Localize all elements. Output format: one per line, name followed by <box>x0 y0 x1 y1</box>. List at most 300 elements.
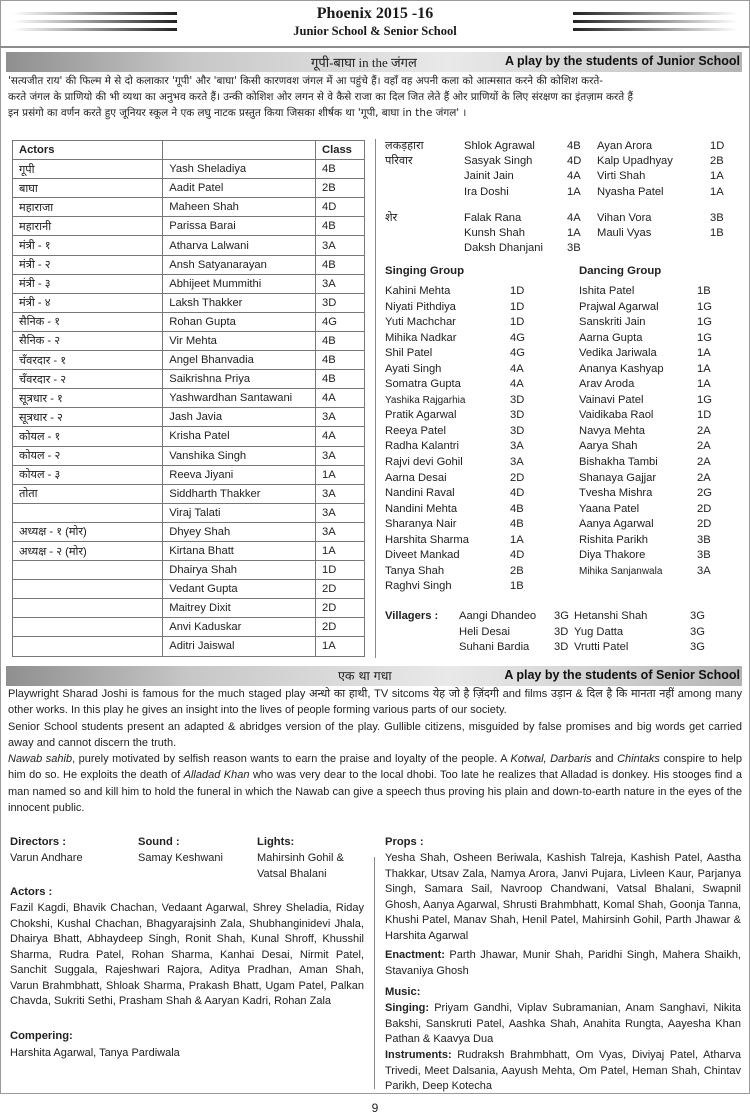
role-cell <box>13 599 163 618</box>
student-name: Aarya Shah <box>579 440 638 453</box>
role-cell: मंत्री - ३ <box>13 274 163 293</box>
name-cell: Viraj Talati <box>163 503 316 522</box>
list-item <box>385 377 540 393</box>
list-item <box>464 154 740 169</box>
role-cell: महारानी <box>13 217 163 236</box>
student-class: 3B <box>697 533 711 546</box>
student-name: Kunsh Shah <box>464 227 525 240</box>
singing-credits: Singing: Priyam Gandhi, Viplav Subramanian, Anam Sanghavi, Nikita Bakshi, Sanskruti Patel, Aashka Shah, Anahita Rungta, Aayesha Khan Pathan & Kaavya Dua <box>385 1002 741 1046</box>
props-label: Props : <box>385 836 424 848</box>
student-class: 1A <box>567 185 581 198</box>
student-name: Tanya Shah <box>385 564 445 577</box>
student-name: Radha Kalantri <box>385 440 460 453</box>
student-name: Nyasha Patel <box>597 185 664 198</box>
student-name: Ira Doshi <box>464 185 509 198</box>
table-row <box>13 503 365 522</box>
name-cell: Ansh Satyanarayan <box>163 255 316 274</box>
list-item <box>385 579 540 595</box>
class-cell: 3D <box>316 293 365 312</box>
table-row <box>13 541 365 560</box>
student-class: 1G <box>697 300 712 313</box>
student-name: Mihika Sanjanwala <box>579 565 663 577</box>
list-item <box>579 315 727 331</box>
class-cell: 2B <box>316 179 365 198</box>
student-name: Ishita Patel <box>579 285 635 297</box>
enactment-block: Enactment: Parth Jhawar, Munir Shah, Paridhi Singh, Mahera Shaikh, Stavaniya Ghosh <box>385 949 741 977</box>
name-cell: Jash Javia <box>163 408 316 427</box>
list-item <box>385 346 540 362</box>
table-row <box>13 427 365 446</box>
student-name: Arav Aroda <box>579 378 635 391</box>
role-label: लकड़हारा परिवार <box>385 140 424 168</box>
student-class: 1D <box>697 409 712 422</box>
student-name: Vihan Vora <box>597 212 652 224</box>
list-item <box>579 346 727 362</box>
column-header-actors: Actors <box>13 141 163 160</box>
student-class: 1A <box>697 347 711 360</box>
table-row <box>13 465 365 484</box>
list-item <box>464 169 740 184</box>
role-cell <box>13 637 163 656</box>
student-name: Virti Shah <box>597 170 646 183</box>
role-cell: सूत्रधार - २ <box>13 408 163 427</box>
class-cell: 1A <box>316 637 365 656</box>
student-class: 4D <box>567 155 582 168</box>
lion-group <box>385 211 745 259</box>
list-item <box>579 408 727 424</box>
name-cell: Dhyey Shah <box>163 522 316 541</box>
student-name <box>597 241 710 256</box>
student-class: 1B <box>510 580 524 593</box>
name-cell: Reeva Jiyani <box>163 465 316 484</box>
student-class: 1D <box>510 316 525 329</box>
class-cell: 3A <box>316 522 365 541</box>
name-cell: Vir Mehta <box>163 331 316 350</box>
list-item <box>579 533 727 549</box>
name-cell: Maitrey Dixit <box>163 599 316 618</box>
list-item <box>385 517 540 533</box>
class-cell: 4B <box>316 160 365 179</box>
table-row <box>13 370 365 389</box>
student-name: Aanya Agarwal <box>579 518 654 531</box>
student-class: 1D <box>510 300 525 313</box>
table-row <box>13 198 365 217</box>
student-class: 3B <box>567 242 581 255</box>
student-name: Shanaya Gajjar <box>579 471 657 484</box>
student-class: 3G <box>690 625 705 638</box>
dancing-group-list <box>579 284 727 579</box>
page-number: 9 <box>371 1101 379 1115</box>
student-class: 4A <box>510 378 524 391</box>
student-class: 3G <box>554 610 569 622</box>
student-class: 2D <box>697 518 712 531</box>
singing-label: Singing: <box>385 1002 429 1014</box>
class-cell: 4A <box>316 427 365 446</box>
senior-description <box>8 686 742 816</box>
student-name: Vrutti Patel <box>574 641 629 654</box>
list-item <box>464 185 740 200</box>
student-class: 3D <box>554 625 569 638</box>
senior-play-title: एक था गधा <box>338 668 392 683</box>
table-row <box>13 312 365 331</box>
list-item <box>579 471 727 487</box>
student-name: Kalp Upadhyay <box>597 155 673 168</box>
list-item <box>579 300 727 316</box>
student-name: Reeya Patel <box>385 424 446 437</box>
student-class: 3D <box>554 641 569 654</box>
name-cell: Kirtana Bhatt <box>163 541 316 560</box>
student-name: Shlok Agrawal <box>464 140 535 152</box>
lights-value: Mahirsinh Gohil & Vatsal Bhalani <box>257 852 344 880</box>
role-cell: चँवरदार - २ <box>13 370 163 389</box>
singing-group-list <box>385 284 540 595</box>
student-class: 1B <box>710 227 724 240</box>
student-class: 2A <box>697 471 711 484</box>
student-name: Sharanya Nair <box>385 518 457 531</box>
name-cell: Aditri Jaiswal <box>163 637 316 656</box>
table-row <box>13 522 365 541</box>
list-item <box>385 471 540 487</box>
student-name: Jainit Jain <box>464 170 514 183</box>
sound-value: Samay Keshwani <box>138 852 223 864</box>
student-name: Ayan Arora <box>597 140 653 152</box>
student-class: 1B <box>697 285 711 297</box>
table-row <box>13 293 365 312</box>
student-name: Yaana Patel <box>579 502 640 515</box>
student-class: 1G <box>697 393 712 406</box>
student-name: Ayati Singh <box>385 362 442 375</box>
publication-subtitle: Junior School & Senior School <box>293 24 457 38</box>
student-class: 3B <box>697 549 711 562</box>
role-cell: मंत्री - २ <box>13 255 163 274</box>
list-item <box>464 226 740 241</box>
student-class: 2D <box>510 471 525 484</box>
name-cell: Maheen Shah <box>163 198 316 217</box>
student-name: Falak Rana <box>464 212 522 224</box>
role-cell: चँवरदार - १ <box>13 351 163 370</box>
list-item <box>579 486 727 502</box>
class-cell: 4G <box>316 312 365 331</box>
student-name: Shil Patel <box>385 347 433 360</box>
junior-play-subtitle: A play by the students of Junior School <box>505 54 740 68</box>
role-cell: कोयल - १ <box>13 427 163 446</box>
senior-para-3: Nawab sahib, purely motivated by selfish reason wants to earn the praise and loyalty of the people. A Kotwal, Darbaris and Chintaks conspire to help him do so. He exploits the death of Alladad Khan who was very dear to the local dhobi. Too late he realizes that Alladad is donkey. His stooges find a man named so and kill him to hold the funeral in which the Nawab can give a speech thus proving his plain and down-to-earth nature in the eyes of the innocent public. <box>8 753 742 815</box>
table-row <box>13 446 365 465</box>
role-cell: महाराजा <box>13 198 163 217</box>
student-class: 1G <box>697 316 712 329</box>
class-cell: 1D <box>316 561 365 580</box>
student-class: 2B <box>710 155 724 168</box>
student-class: 1A <box>697 378 711 391</box>
student-name: Aarna Gupta <box>579 331 643 344</box>
student-name: Nandini Mehta <box>385 502 458 515</box>
student-class: 4B <box>510 518 524 531</box>
class-cell: 3A <box>316 274 365 293</box>
list-item <box>385 300 540 316</box>
name-cell: Dhairya Shah <box>163 561 316 580</box>
column-divider <box>375 139 376 658</box>
student-name: Ananya Kashyap <box>579 362 664 375</box>
list-item <box>385 393 540 409</box>
student-class: 2G <box>697 487 712 500</box>
dancing-group-title: Dancing Group <box>579 265 662 277</box>
student-name: Diveet Mankad <box>385 549 460 562</box>
student-name: Pratik Agarwal <box>385 409 457 422</box>
role-cell: गूपी <box>13 160 163 179</box>
student-class: 2A <box>697 440 711 453</box>
list-item <box>459 640 720 656</box>
table-row <box>13 160 365 179</box>
table-row <box>13 637 365 656</box>
student-class: 4A <box>567 212 581 224</box>
student-name: Harshita Sharma <box>385 533 469 546</box>
name-cell: Angel Bhanvadia <box>163 351 316 370</box>
list-item <box>385 315 540 331</box>
student-class: 3D <box>510 424 525 437</box>
role-cell: अध्यक्ष - २ (मोर) <box>13 541 163 560</box>
student-class: 3A <box>510 456 524 469</box>
class-cell: 2D <box>316 618 365 637</box>
list-item <box>579 377 727 393</box>
student-name: Bishakha Tambi <box>579 456 658 469</box>
student-class: 2D <box>697 502 712 515</box>
senior-para-2: Senior School students present an adapted & abridges version of the play. Gullible citizens, misguided by false promises and big words get carried away and cannot discern the truth. <box>8 720 742 749</box>
table-row <box>13 599 365 618</box>
student-name: Somatra Gupta <box>385 378 461 391</box>
student-name: Hetanshi Shah <box>574 610 648 622</box>
name-cell: Vanshika Singh <box>163 446 316 465</box>
class-cell: 3A <box>316 446 365 465</box>
student-name: Diya Thakore <box>579 549 646 562</box>
instruments-label: Instruments: <box>385 1049 452 1061</box>
list-item <box>459 625 720 641</box>
student-class <box>710 241 740 256</box>
name-cell: Anvi Kaduskar <box>163 618 316 637</box>
table-row <box>13 179 365 198</box>
instruments-credits: Instruments: Rudraksh Brahmbhatt, Om Vyas, Diviyaj Patel, Atharva Trivedi, Meet Dalsania, Aayush Mehta, Om Patel, Heman Shah, Chintav Parikh, Deep Kotecha <box>385 1049 741 1093</box>
student-class: 2B <box>510 564 524 577</box>
student-class: 4G <box>510 331 525 344</box>
list-item <box>464 139 740 154</box>
student-name: Aangi Dhandeo <box>459 610 537 622</box>
student-class: 3B <box>710 212 724 224</box>
list-item <box>579 393 727 409</box>
woodcutter-names <box>464 139 740 200</box>
name-cell: Aadit Patel <box>163 179 316 198</box>
column-header-name <box>163 141 316 160</box>
class-cell: 3A <box>316 503 365 522</box>
list-item <box>579 424 727 440</box>
name-cell: Abhijeet Mummithi <box>163 274 316 293</box>
student-name: Vedika Jariwala <box>579 347 657 360</box>
junior-section-banner <box>6 52 742 72</box>
name-cell: Atharva Lalwani <box>163 236 316 255</box>
list-item <box>459 609 720 625</box>
name-cell: Siddharth Thakker <box>163 484 316 503</box>
student-name: Mihika Nadkar <box>385 331 457 344</box>
list-item <box>385 533 540 549</box>
class-cell: 3A <box>316 236 365 255</box>
list-item <box>385 486 540 502</box>
list-item <box>385 548 540 564</box>
list-item <box>579 362 727 378</box>
props-list: Yesha Shah, Osheen Beriwala, Kashish Talreja, Kashish Patel, Aastha Thakkar, Utsav Zala, Namya Arora, Janvi Pujara, Livleen Kaur, Parjanya Singh, Samara Sail, Navroop Chandwani, Vatsal Bhalani, Swapnil Ghosh, Aanya Agarwal, Shrusti Brahmbhatt, Komal Shah, Goonja Tanna, Khushi Patel, Manav Shah, Henil Patel, Mahirsinh Gohil, Parth Jhawar & Harshita Agarwal <box>385 852 741 942</box>
role-cell <box>13 618 163 637</box>
list-item <box>385 362 540 378</box>
senior-section-banner <box>6 666 742 686</box>
name-cell: Krisha Patel <box>163 427 316 446</box>
list-item <box>385 408 540 424</box>
student-name: Yuti Machchar <box>385 316 456 329</box>
student-class: 1A <box>567 227 581 240</box>
list-item <box>579 455 727 471</box>
table-row <box>13 389 365 408</box>
singing-group-title: Singing Group <box>385 265 465 277</box>
list-item <box>464 211 740 226</box>
student-class: 1A <box>710 170 724 183</box>
decorative-stripes-right-icon <box>573 12 738 34</box>
role-cell: कोयल - २ <box>13 446 163 465</box>
list-item <box>579 564 727 580</box>
student-class: 2A <box>697 424 711 437</box>
student-class: 1D <box>510 285 525 297</box>
enactment-label: Enactment: <box>385 949 445 961</box>
senior-play-subtitle: A play by the students of Senior School <box>504 668 740 682</box>
student-class: 3G <box>690 610 705 622</box>
name-cell: Vedant Gupta <box>163 580 316 599</box>
role-cell <box>13 580 163 599</box>
student-class: 4G <box>510 347 525 360</box>
header-divider <box>0 46 750 48</box>
student-class: 4D <box>510 487 525 500</box>
actors-label: Actors : <box>10 886 53 898</box>
list-item <box>385 284 540 300</box>
column-header-class: Class <box>316 141 365 160</box>
class-cell: 1A <box>316 541 365 560</box>
table-row <box>13 561 365 580</box>
name-cell: Yashwardhan Santawani <box>163 389 316 408</box>
student-name: Prajwal Agarwal <box>579 300 659 313</box>
role-cell: मंत्री - १ <box>13 236 163 255</box>
list-item <box>579 439 727 455</box>
student-class: 1A <box>697 362 711 375</box>
list-item <box>579 284 727 300</box>
student-name: Mauli Vyas <box>597 227 652 240</box>
role-cell: सैनिक - २ <box>13 331 163 350</box>
class-cell: 3A <box>316 408 365 427</box>
list-item <box>385 502 540 518</box>
credits-column-divider <box>374 857 375 1089</box>
class-cell: 4B <box>316 351 365 370</box>
name-cell: Parissa Barai <box>163 217 316 236</box>
woodcutter-family-group <box>385 139 745 201</box>
name-cell: Laksh Thakker <box>163 293 316 312</box>
role-cell: कोयल - ३ <box>13 465 163 484</box>
student-name: Tvesha Mishra <box>579 487 653 500</box>
role-cell: तोता <box>13 484 163 503</box>
list-item <box>464 241 740 256</box>
student-class: 1A <box>510 533 524 546</box>
name-cell: Rohan Gupta <box>163 312 316 331</box>
student-class: 3D <box>510 409 525 422</box>
student-class: 2A <box>697 456 711 469</box>
directors-label: Directors : <box>10 836 66 848</box>
class-cell: 1A <box>316 465 365 484</box>
table-row <box>13 580 365 599</box>
table-row <box>13 331 365 350</box>
senior-para-1: Playwright Sharad Joshi is famous for the much staged play अन्धो का हाथी, TV sitcoms येह जो है ज़िंदगी and films उड़ान & दिल है कि मानता नहीं among many other works. In this play he gives an insight into the lives of people forming various parts of our society. <box>8 688 742 717</box>
student-name: Sasyak Singh <box>464 155 533 168</box>
student-class: 1A <box>710 185 724 198</box>
role-cell: सैनिक - १ <box>13 312 163 331</box>
student-class: 4A <box>567 170 581 183</box>
name-cell: Yash Sheladiya <box>163 160 316 179</box>
list-item <box>579 548 727 564</box>
lights-label: Lights: <box>257 836 295 848</box>
role-cell: मंत्री - ४ <box>13 293 163 312</box>
role-cell: अध्यक्ष - १ (मोर) <box>13 522 163 541</box>
student-class: 4B <box>510 502 524 515</box>
role-cell: सूत्रधार - १ <box>13 389 163 408</box>
student-name: Daksh Dhanjani <box>464 242 543 255</box>
role-cell <box>13 561 163 580</box>
student-name: Aarna Desai <box>385 471 447 484</box>
student-name: Niyati Pithdiya <box>385 300 456 313</box>
role-cell: बाघा <box>13 179 163 198</box>
table-row <box>13 408 365 427</box>
page-header <box>0 0 750 46</box>
junior-play-title: गूपी-बाघा in the जंगल <box>311 55 417 70</box>
publication-title: Phoenix 2015 -16 <box>316 5 434 22</box>
student-name: Kahini Mehta <box>385 285 451 297</box>
senior-actors-list: Fazil Kagdi, Bhavik Chachan, Vedaant Agarwal, Shrey Sheladia, Riday Chokshi, Kushal Chachan, Bhagyarajsinh Zala, Shubhanginidevi Jhala, Dhairya Bhatt, Abhaydeep Singh, Ronit Shah, Kunal Shroff, Khusshil Sharma, Rudra Patel, Rohan Sharma, Kanhai Desai, Nirmit Patel, Sanchit Suggala, Rajeshwari Rajora, Aditya Pradhan, Aman Shah, Varun Brahmbhatt, Shloak Sharma, Prakash Bhatt, Ugam Patel, Palkan Chavda, Sukriti Sethi, Prasham Shah & Aaryan Kadri, Rohan Zala <box>10 902 364 1008</box>
junior-intro: 'सत्यजीत राय' की फिल्म मे से दो कलाकार 'गूपी' और 'बाघा' किसी कारणवश जंगल में आ पहुंचे हैं। वहाँ वह अपनी कला को आत्मसात करने की कोशिश करते- करते जंगल के प्राणियो की भी व्यथा का अनुभव करते हैं। उन्की कोशिश ओर लगन से वे कैसे राजा का दिल जित लेते हैं ओर प्राणियों के लिए संरक्षण का इंतज़ाम करते हैं इन प्रसंगो का वर्णन करते हुए जूनियर स्कूल ने एक लघु नाटक प्रस्तुत किया जिसका शीर्षक था 'गूपी, बाघा in the जंगल' । <box>8 75 634 119</box>
list-item <box>385 564 540 580</box>
student-class: 3G <box>690 641 705 654</box>
student-class: 3D <box>510 393 525 406</box>
list-item <box>579 517 727 533</box>
table-row <box>13 618 365 637</box>
student-class: 4A <box>510 362 524 375</box>
student-class: 1D <box>710 140 725 152</box>
student-name: Raghvi Singh <box>385 580 452 593</box>
student-name: Yug Datta <box>574 625 624 638</box>
student-class: 1G <box>697 331 712 344</box>
list-item <box>385 439 540 455</box>
student-class: 4B <box>567 140 581 152</box>
name-cell: Saikrishna Priya <box>163 370 316 389</box>
music-label: Music: <box>385 986 421 998</box>
list-item <box>385 424 540 440</box>
role-cell <box>13 503 163 522</box>
student-name: Rajvi devi Gohil <box>385 456 463 469</box>
student-class: 3A <box>510 440 524 453</box>
class-cell: 4B <box>316 255 365 274</box>
lion-names <box>464 211 740 257</box>
list-item <box>579 331 727 347</box>
table-row <box>13 351 365 370</box>
student-name: Suhani Bardia <box>459 641 530 654</box>
student-name: Heli Desai <box>459 625 510 638</box>
list-item <box>385 331 540 347</box>
compering-value: Harshita Agarwal, Tanya Pardiwala <box>10 1047 180 1059</box>
class-cell: 2D <box>316 580 365 599</box>
class-cell: 2D <box>316 599 365 618</box>
list-item <box>385 455 540 471</box>
compering-label: Compering: <box>10 1030 73 1042</box>
class-cell: 4B <box>316 217 365 236</box>
table-row <box>13 274 365 293</box>
